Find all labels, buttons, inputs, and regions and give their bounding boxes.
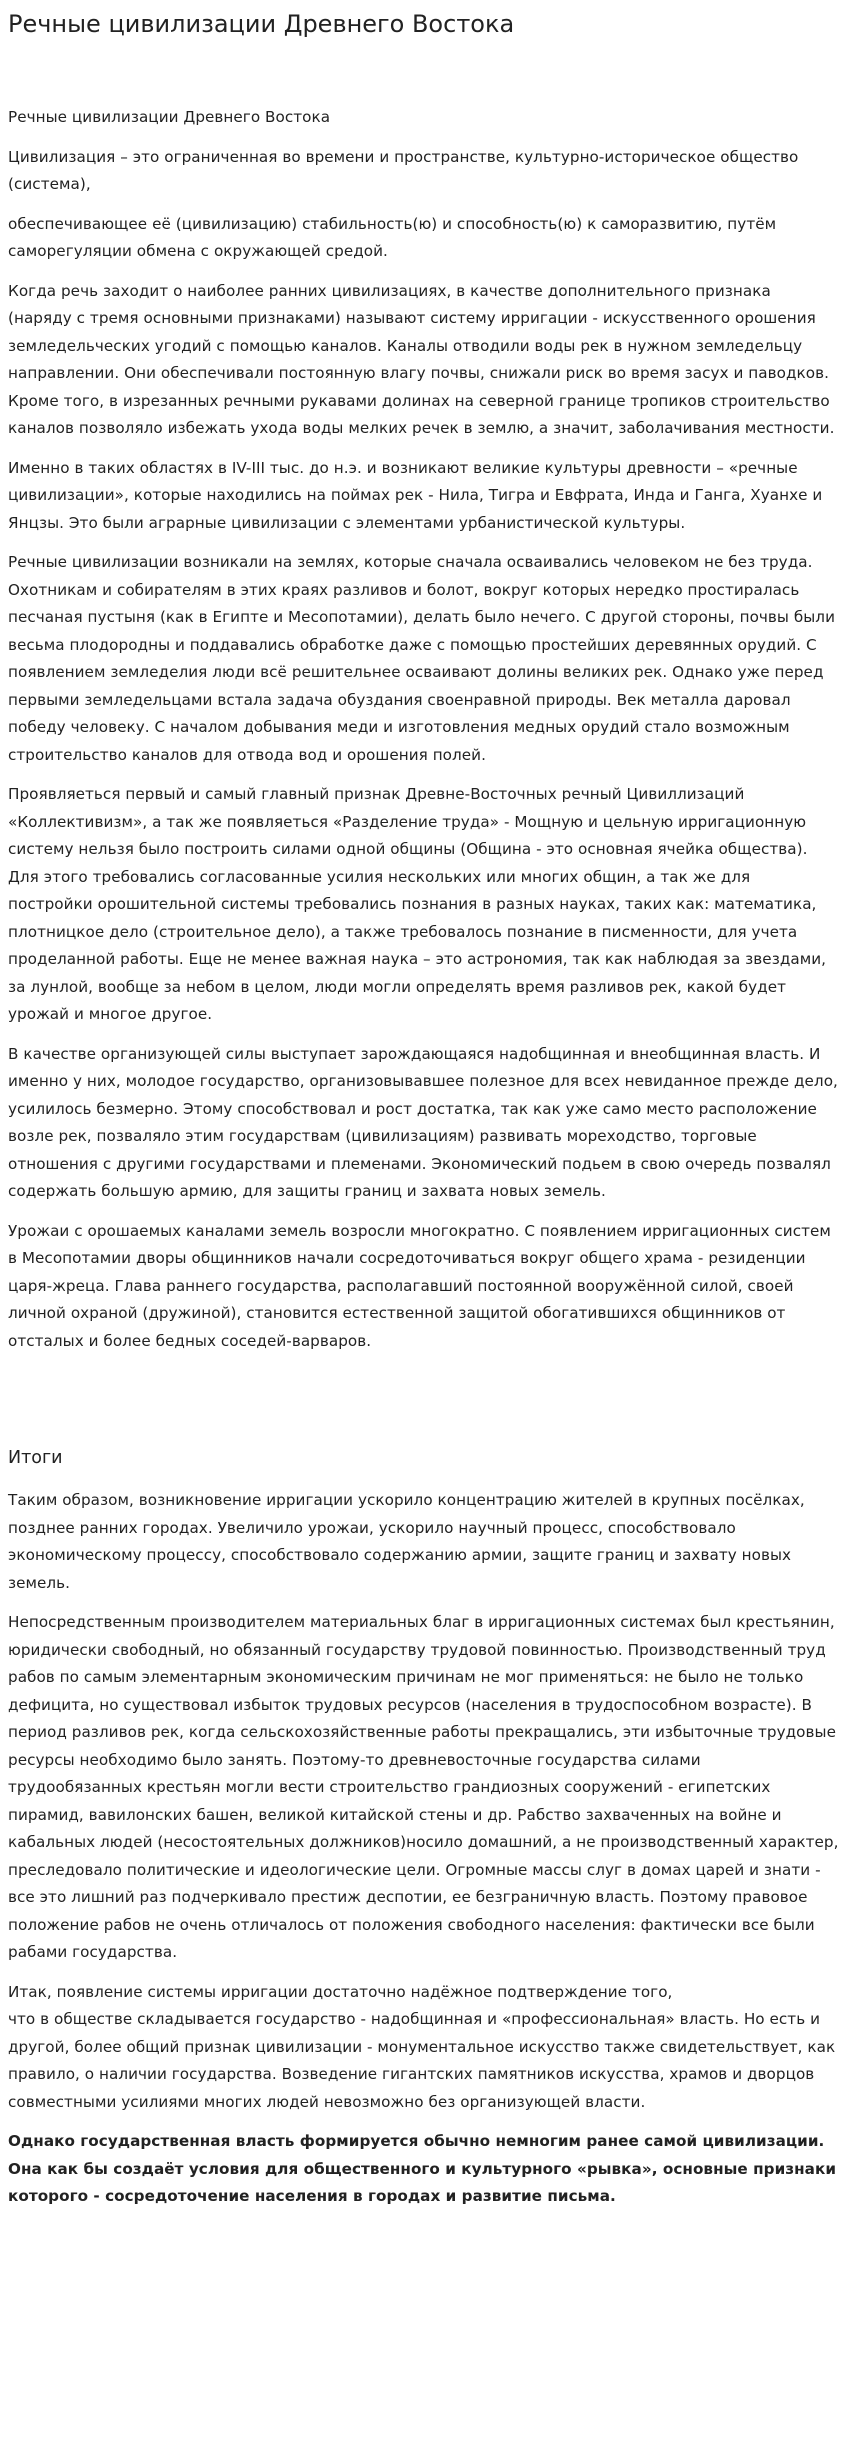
summary-heading: Итоги (8, 1448, 63, 1468)
conclusion-paragraph: Однако государственная власть формируется обычно немногим ранее самой цивилизации. Она как бы создаёт условия для общественного и культурного «рывка», основные признаки которого - сосредоточение населения в городах и развитие письма. (8, 2132, 837, 2205)
paragraph: Именно в таких областях в IV-III тыс. до н.э. и возникают великие культуры древности – «речные цивилизации», которые находились на поймах рек - Нила, Тигра и Евфрата, Инда и Ганга, Хуанхе и Янцзы. Это были аграрные цивилизации с элементами урбанистической культуры. (8, 458, 823, 532)
page-title: Речные цивилизации Древнего Востока (8, 10, 515, 38)
paragraph: В качестве организующей силы выступает зарождающаяся надобщинная и внеобщинная власть. И именно у них, молодое государство, организовывавшее полезное для всех невиданное прежде дело, усилилось безмерно. Этому способствовал и рост достатка, так как уже само место расположение возле рек, позваляло этим государствам (цивилизациям) развивать мореходство, торговые отношения с другими государствами и племенами. Экономический подьем в свою очередь позвалял содержать большую армию, для защиты границ и захвата новых земель. (8, 1044, 838, 1200)
summary-paragraph: Непосредственным производителем материальных благ в ирригационных системах был крестьянин, юридически свободный, но обязанный государству трудовой повинностью. Производственный труд рабов по самым элементарным экономическим причинам не мог применяться: не было не только дефицита, но существовал избыток трудовых ресурсов (населения в трудоспособном возрасте). В период разливов рек, когда сельскохозяйственные работы прекращались, эти избыточные трудовые ресурсы необходимо было занять. Поэтому-то древневосточные государства силами трудообязанных крестьян могли вести строительство грандиозных сооружений - египетских пирамид, вавилонских башен, великой китайской стены и др. Рабство захваченных на войне и кабальных людей (несостоятельных должников)носило домашний, а не производственный характер, преследовало политические и идеологические цели. Огромные массы слуг в домах царей и знати - все это лишний раз подчеркивало престиж деспотии, ее безграничную власть. Поэтому правовое положение рабов не очень отличалось от положения свободного населения: фактически все были рабами государства. (8, 1613, 839, 1961)
paragraph: Когда речь заходит о наиболее ранних цивилизациях, в качестве дополнительного признака (наряду с тремя основными признаками) называют систему ирригации - искусственного орошения земледельческих угодий с помощью каналов. Каналы отводили воды рек в нужном земледельцу направлении. Они обеспечивали постоянную влагу почвы, снижали риск во время засух и паводков. Кроме того, в изрезанных речными рукавами долинах на северной границе тропиков строительство каналов позволяло избежать ухода воды мелких речек в землю, а значит, заболачивания местности. (8, 281, 835, 437)
paragraph: Речные цивилизации возникали на землях, которые сначала осваивались человеком не без труда. Охотникам и собирателям в этих краях разливов и болот, вокруг которых нередко простиралась песчаная пустыня (как в Египте и Месопотамии), делать было нечего. С другой стороны, почвы были весьма плодородны и поддавались обработке даже с помощью простейших деревянных орудий. С появлением земледелия люди всё решительнее осваивают долины великих рек. Однако уже перед первыми земледельцами встала задача обуздания своенравной природы. Век металла даровал победу человеку. С началом добывания меди и изготовления медных орудий стало возможным строительство каналов для отвода вод и орошения полей. (8, 553, 835, 764)
summary-paragraph: Таким образом, возникновение ирригации ускорило концентрацию жителей в крупных посёлках, позднее ранних городах. Увеличило урожаи, ускорило научный процесс, спосoбствовало экономическому процессу, спосoбствовало содержанию армии, защите границ и захвату новых земель. (8, 1491, 805, 1592)
paragraph: Урожаи с орошаемых каналами земель возросли многократно. С появлением ирригационных систем в Месопотамии дворы общинников начали сосредоточиваться вокруг общего храма - резиденции царя-жреца. Глава раннего государства, располагавший постоянной вооружённой силой, своей личной охраной (дружиной), становится естественной защитой обогатившихся общинников от отсталых и более бедных соседей-варваров. (8, 1221, 831, 1350)
paragraph: Проявляеться первый и самый главный признак Древне-Восточных речный Цивиллизаций «Коллективизм», а так же появляеться «Разделение труда» - Мощную и цельную ирригационную систему нельзя было построить силами одной общины (Община - это основная ячейка общества). Для этого требовались согласованные усилия нескольких или многих общин, а так же для постройки орошительной системы требовались познания в разных науках, таких как: математика, плотницкое дело (строительное дело), а также требовалось познание в писменности, для учета проделанной работы. Еще не менее важная наука – это астрономия, так как наблюдая за звездами, за лунлой, вообще за небом в целом, люди могли определять время разливов рек, какой будет урожай и многое другое. (8, 785, 827, 1023)
paragraph: Цивилизация – это ограниченная во времени и пространстве, культурно-историческое общество (система), (8, 147, 799, 193)
paragraph: обеспечивающее её (цивилизацию) стабильность(ю) и способность(ю) к саморазвитию, путём саморегуляции обмена с окружающей средой. (8, 214, 777, 260)
spacer (8, 40, 839, 104)
article-heading: Речные цивилизации Древнего Востока (8, 108, 331, 126)
summary-paragraph: Итак, появление системы ирригации достаточно надёжное подтверждение того, что в обществе складывается государство - надобщинная и «профессиональная» власть. Но есть и другой, более общий признак цивилизации - монументальное искусство также свидетельствует, как правило, о наличии государства. Возведение гигантских памятников искусства, храмов и дворцов совместными усилиями многих людей невозможно без организующей власти. (8, 1982, 836, 2111)
document-page (0, 8, 847, 2211)
spacer (8, 1367, 839, 1443)
